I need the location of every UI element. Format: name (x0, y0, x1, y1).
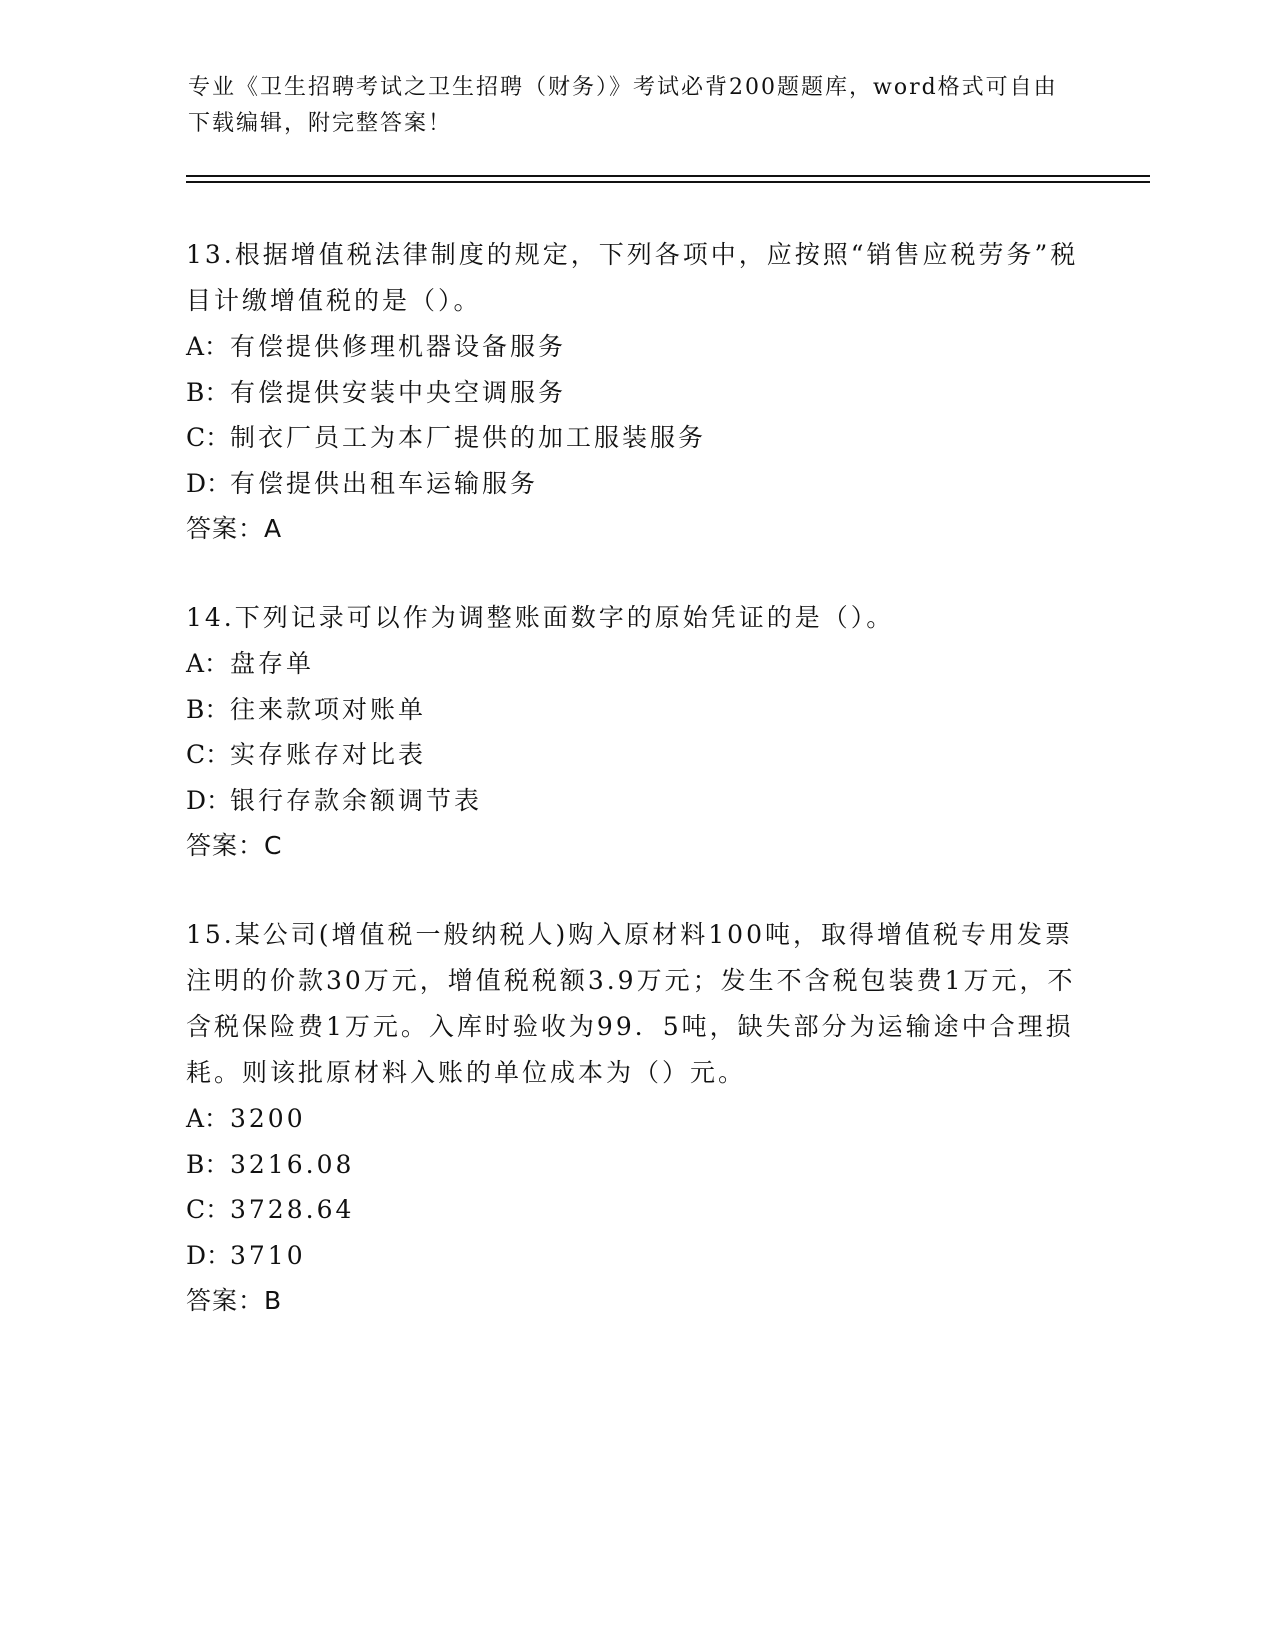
option-c (186, 732, 1086, 778)
option-text: 有偿提供修理机器设备服务 (230, 332, 567, 361)
option-key: C： (186, 1195, 231, 1224)
option-key: B： (186, 1149, 230, 1179)
option-text: 实存账存对比表 (230, 740, 427, 769)
header-rule-top (186, 175, 1150, 177)
option-text: 往来款项对账单 (230, 694, 427, 724)
option-c (186, 1187, 1086, 1233)
option-d (186, 778, 1086, 824)
option-a (186, 641, 1086, 687)
option-text: 银行存款余额调节表 (230, 785, 483, 815)
option-key: D： (186, 468, 232, 498)
option-text: 有偿提供出租车运输服务 (230, 468, 539, 498)
question-text: 15.某公司(增值税一般纳税人)购入原材料100吨，取得增值税专用发票注明的价款30万元，增值税税额3.9万元；发生不含税包装费1万元，不含税保险费1万元。入库时验收为99．5吨，缺失部分为运输途中合理损耗。则该批原材料入账的单位成本为（）元。 (186, 920, 1076, 1087)
option-d (186, 1233, 1086, 1279)
question-14 (186, 595, 1086, 869)
header-rule-bottom (186, 181, 1150, 183)
option-b (186, 687, 1086, 733)
option-key: B： (186, 377, 230, 407)
answer: 答案：B (186, 1286, 283, 1315)
option-text: 3728.64 (230, 1195, 355, 1224)
option-text: 盘存单 (230, 649, 315, 678)
option-b (186, 370, 1086, 416)
option-key: A： (186, 649, 230, 678)
option-key: D： (186, 1240, 232, 1270)
option-c (186, 415, 1086, 461)
option-text: 3200 (230, 1104, 306, 1133)
option-text: 有偿提供安装中央空调服务 (230, 377, 567, 407)
question-13 (186, 232, 1086, 552)
question-text: 14.下列记录可以作为调整账面数字的原始凭证的是（）。 (186, 603, 895, 632)
option-key: D： (186, 785, 232, 815)
option-b (186, 1142, 1086, 1188)
question-15 (186, 912, 1086, 1324)
answer: 答案：C (186, 831, 283, 860)
option-a (186, 1096, 1086, 1142)
option-key: C： (186, 423, 231, 452)
option-text: 制衣厂员工为本厂提供的加工服装服务 (230, 423, 707, 452)
answer: 答案：A (186, 514, 283, 543)
document-header: 专业《卫生招聘考试之卫生招聘（财务）》考试必背200题题库，word格式可自由下载编辑，附完整答案！ (188, 75, 1058, 136)
option-text: 3710 (230, 1240, 306, 1270)
option-key: A： (186, 1104, 230, 1133)
question-text: 13.根据增值税法律制度的规定，下列各项中，应按照“销售应税劳务”税目计缴增值税的是（）。 (186, 240, 1079, 315)
option-a (186, 324, 1086, 370)
option-key: C： (186, 740, 231, 769)
option-d (186, 461, 1086, 507)
option-key: A： (186, 332, 230, 361)
option-text: 3216.08 (230, 1149, 355, 1179)
option-key: B： (186, 694, 230, 724)
